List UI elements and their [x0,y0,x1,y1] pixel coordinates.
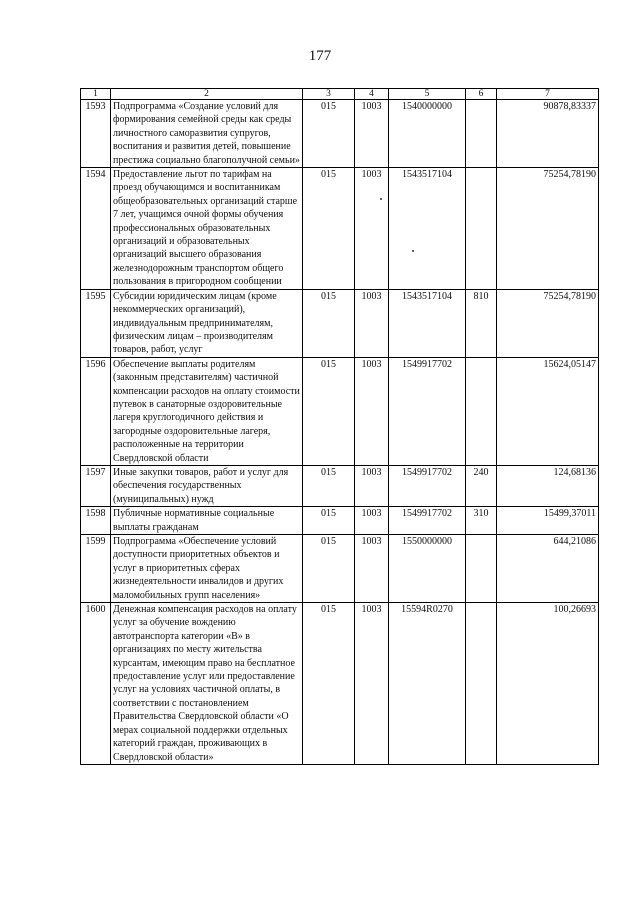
row-expense-type [466,535,497,603]
row-name: Предоставление льгот по тарифам на проезд обучающимся и воспитанникам общеобразовательных организаций старше 7 лет, учащимся очной формы обучения профессиональных образовательных организаций и образовательных организаций высшего образования железнодорожным транспортом общего пользования в пригородном сообщении [111,168,303,290]
header-cell: 4 [355,89,389,100]
budget-table [80,88,599,765]
row-target-code: 1543517104 [389,289,466,357]
row-ministry-code: 015 [303,100,355,168]
row-target-code: 1543517104 [389,168,466,290]
row-ministry-code: 015 [303,357,355,465]
row-section-code: 1003 [355,465,389,506]
table-row [81,603,599,765]
row-section-code: 1003 [355,289,389,357]
table-row [81,168,599,290]
header-cell: 7 [497,89,599,100]
row-expense-type: 810 [466,289,497,357]
row-ministry-code: 015 [303,465,355,506]
header-cell: 2 [111,89,303,100]
table-row [81,465,599,506]
row-section-code: 1003 [355,507,389,535]
row-expense-type [466,168,497,290]
header-cell: 1 [81,89,111,100]
row-name: Иные закупки товаров, работ и услуг для обеспечения государственных (муниципальных) нужд [111,465,303,506]
row-expense-type: 310 [466,507,497,535]
row-number: 1598 [81,507,111,535]
row-name: Субсидии юридическим лицам (кроме некоммерческих организаций), индивидуальным предпринимателям, физическим лицам – производителям товаров, работ, услуг [111,289,303,357]
table-row [81,100,599,168]
header-cell: 6 [466,89,497,100]
row-target-code: 1549917702 [389,465,466,506]
row-name: Публичные нормативные социальные выплаты гражданам [111,507,303,535]
row-amount: 124,68136 [497,465,599,506]
row-amount: 15624,05147 [497,357,599,465]
row-amount: 100,26693 [497,603,599,765]
row-number: 1593 [81,100,111,168]
row-ministry-code: 015 [303,603,355,765]
table-row [81,357,599,465]
row-number: 1599 [81,535,111,603]
row-expense-type [466,603,497,765]
row-name: Подпрограмма «Обеспечение условий доступности приоритетных объектов и услуг в приоритетных сферах жизнедеятельности инвалидов и других маломобильных групп населения» [111,535,303,603]
row-section-code: 1003 [355,168,389,290]
row-number: 1596 [81,357,111,465]
row-target-code: 1549917702 [389,357,466,465]
row-section-code: 1003 [355,100,389,168]
scan-speck [380,198,382,200]
row-number: 1594 [81,168,111,290]
row-section-code: 1003 [355,535,389,603]
row-name: Обеспечение выплаты родителям (законным представителям) частичной компенсации расходов на оплату стоимости путевок в санаторные оздоровительные лагеря круглогодичного действия и загородные оздоровительные лагеря, расположенные на территории Свердловской области [111,357,303,465]
row-ministry-code: 015 [303,507,355,535]
row-ministry-code: 015 [303,168,355,290]
row-expense-type [466,100,497,168]
row-amount: 90878,83337 [497,100,599,168]
table-row [81,535,599,603]
header-cell: 5 [389,89,466,100]
header-cell: 3 [303,89,355,100]
row-ministry-code: 015 [303,535,355,603]
row-amount: 75254,78190 [497,168,599,290]
row-expense-type [466,357,497,465]
row-number: 1595 [81,289,111,357]
row-number: 1600 [81,603,111,765]
row-number: 1597 [81,465,111,506]
row-target-code: 1540000000 [389,100,466,168]
row-name: Подпрограмма «Создание условий для формирования семейной среды как среды личностного саморазвития супругов, воспитания и развития детей, повышение престижа социально благополучной семьи» [111,100,303,168]
row-amount: 15499,37011 [497,507,599,535]
table-row [81,289,599,357]
row-target-code: 1549917702 [389,507,466,535]
row-target-code: 1550000000 [389,535,466,603]
row-name: Денежная компенсация расходов на оплату услуг за обучение вождению автотранспорта категории «В» в организациях по месту жительства курсантам, имеющим право на бесплатное предоставление услуг или предоставление услуг на условиях частичной оплаты, в соответствии с постановлением Правительства Свердловской области «О мерах социальной поддержки отдельных категорий граждан, проживающих в Свердловской области» [111,603,303,765]
row-amount: 644,21086 [497,535,599,603]
header-row [81,89,599,100]
scan-speck [412,250,414,252]
table-row [81,507,599,535]
row-ministry-code: 015 [303,289,355,357]
page-number: 177 [308,48,332,64]
row-section-code: 1003 [355,357,389,465]
row-section-code: 1003 [355,603,389,765]
row-amount: 75254,78190 [497,289,599,357]
row-target-code: 15594R0270 [389,603,466,765]
row-expense-type: 240 [466,465,497,506]
